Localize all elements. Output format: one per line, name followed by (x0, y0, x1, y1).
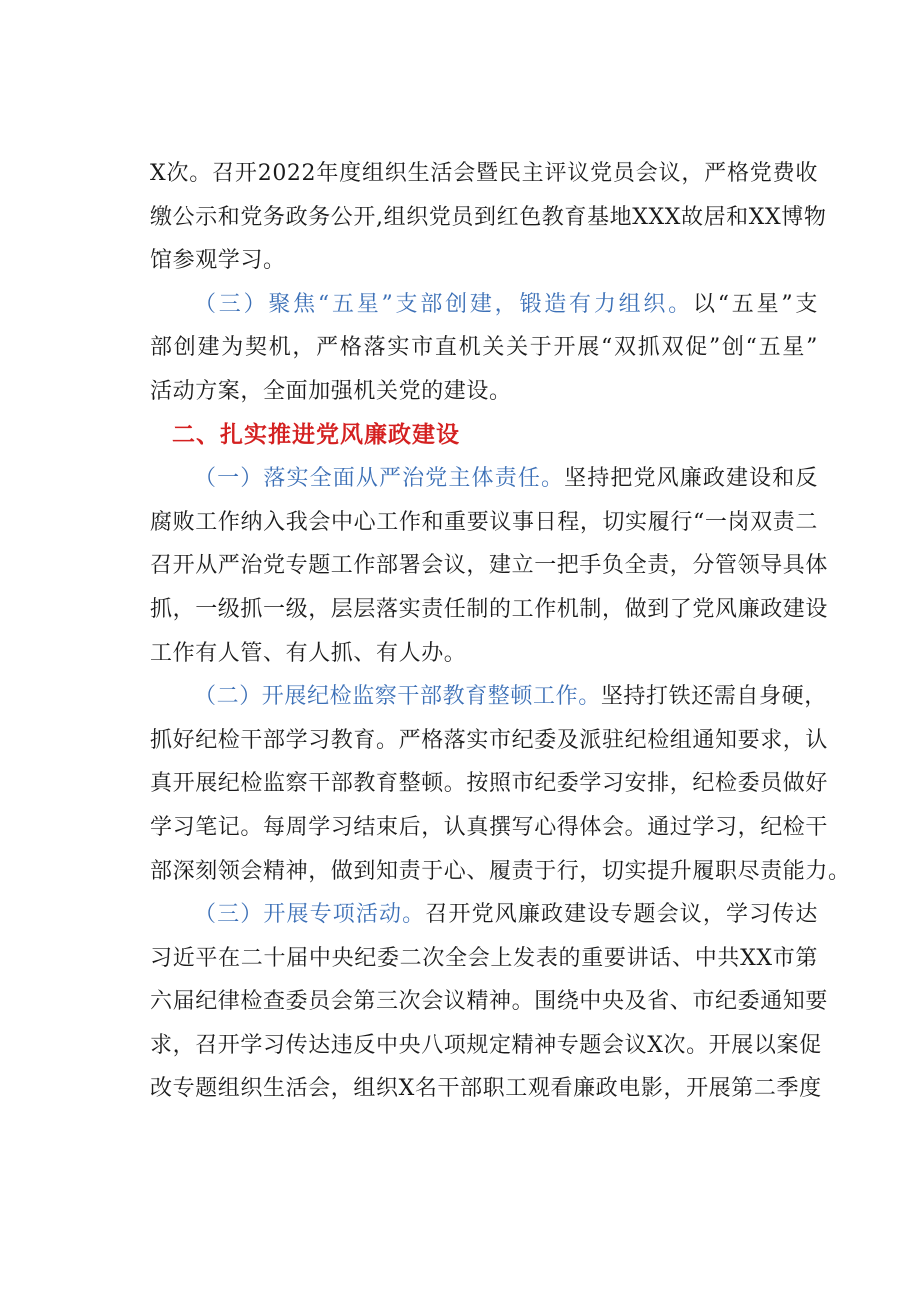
text-line: 召开从严治党专题工作部署会议，建立一把手负全责，分管领导具体 (150, 553, 829, 579)
text-line: 部创建为契机，严格落实市直机关关于开展“双抓双促”创“五星” (150, 335, 818, 361)
text-line (150, 457, 818, 501)
text-line (150, 675, 827, 719)
text-line: 活动方案，全面加强机关党的建设。 (150, 378, 512, 404)
text-line: 求，召开学习传达违反中央八项规定精神专题会议X次。开展以案促 (150, 1032, 822, 1058)
text-line: 改专题组织生活会，组织X名干部职工观看廉政电影，开展第二季度 (150, 1076, 822, 1102)
subheading: （一）落实全面从严治党主体责任。 (194, 466, 565, 492)
paragraph-special-activities (150, 893, 829, 1111)
subheading: （二）开展纪检监察干部教育整顿工作。 (194, 684, 601, 710)
paragraph-five-star-branch (150, 283, 818, 414)
text-line: 抓好纪检干部学习教育。严格落实市纪委及派驻纪检组通知要求，认 (150, 727, 829, 753)
subheading: （三）聚焦“五星”支部创建，锻造有力组织。 (194, 291, 693, 317)
document-page (150, 152, 851, 1111)
text-line: 馆参观学习。 (150, 248, 286, 274)
text-line: X次。召开2022年度组织生活会暨民主评议党员会议，严格党费收 (150, 161, 818, 186)
text-line: 部深刻领会精神，做到知责于心、履责于行，切实提升履职尽责能力。 (150, 858, 851, 884)
text-line: 缴公示和党务政务公开,组织党员到红色教育基地XXX故居和XX博物 (150, 204, 827, 230)
text-run: 以“五星”支 (692, 291, 818, 317)
text-line (150, 893, 818, 937)
paragraph-party-activities (150, 152, 827, 283)
text-line: 真开展纪检监察干部教育整顿。按照市纪委学习安排，纪检委员做好 (150, 771, 829, 797)
text-line: 工作有人管、有人抓、有人办。 (150, 640, 467, 666)
section-heading: 二、扎实推进党风廉政建设 (172, 421, 460, 448)
text-line: 腐败工作纳入我会中心工作和重要议事日程，切实履行“一岗双责二 (150, 509, 818, 535)
text-run: 召开党风廉政建设专题会议，学习传达 (425, 902, 818, 928)
text-line (150, 283, 818, 327)
text-line: 学习笔记。每周学习结束后，认真撰写心得体会。通过学习，纪检干 (150, 814, 829, 840)
paragraph-education-rectification (150, 675, 851, 893)
text-line: 六届纪律检查委员会第三次会议精神。围绕中央及省、市纪委通知要 (150, 989, 829, 1015)
text-run: 坚持打铁还需自身硬， (600, 684, 827, 710)
subheading: （三）开展专项活动。 (194, 902, 426, 928)
text-line: 抓，一级抓一级，层层落实责任制的工作机制，做到了党风廉政建设 (150, 596, 829, 622)
text-run: 坚持把党风廉政建设和反 (564, 466, 818, 492)
text-line: 习近平在二十届中央纪委二次全会上发表的重要讲话、中共XX市第 (150, 945, 818, 971)
paragraph-main-responsibility (150, 457, 829, 675)
